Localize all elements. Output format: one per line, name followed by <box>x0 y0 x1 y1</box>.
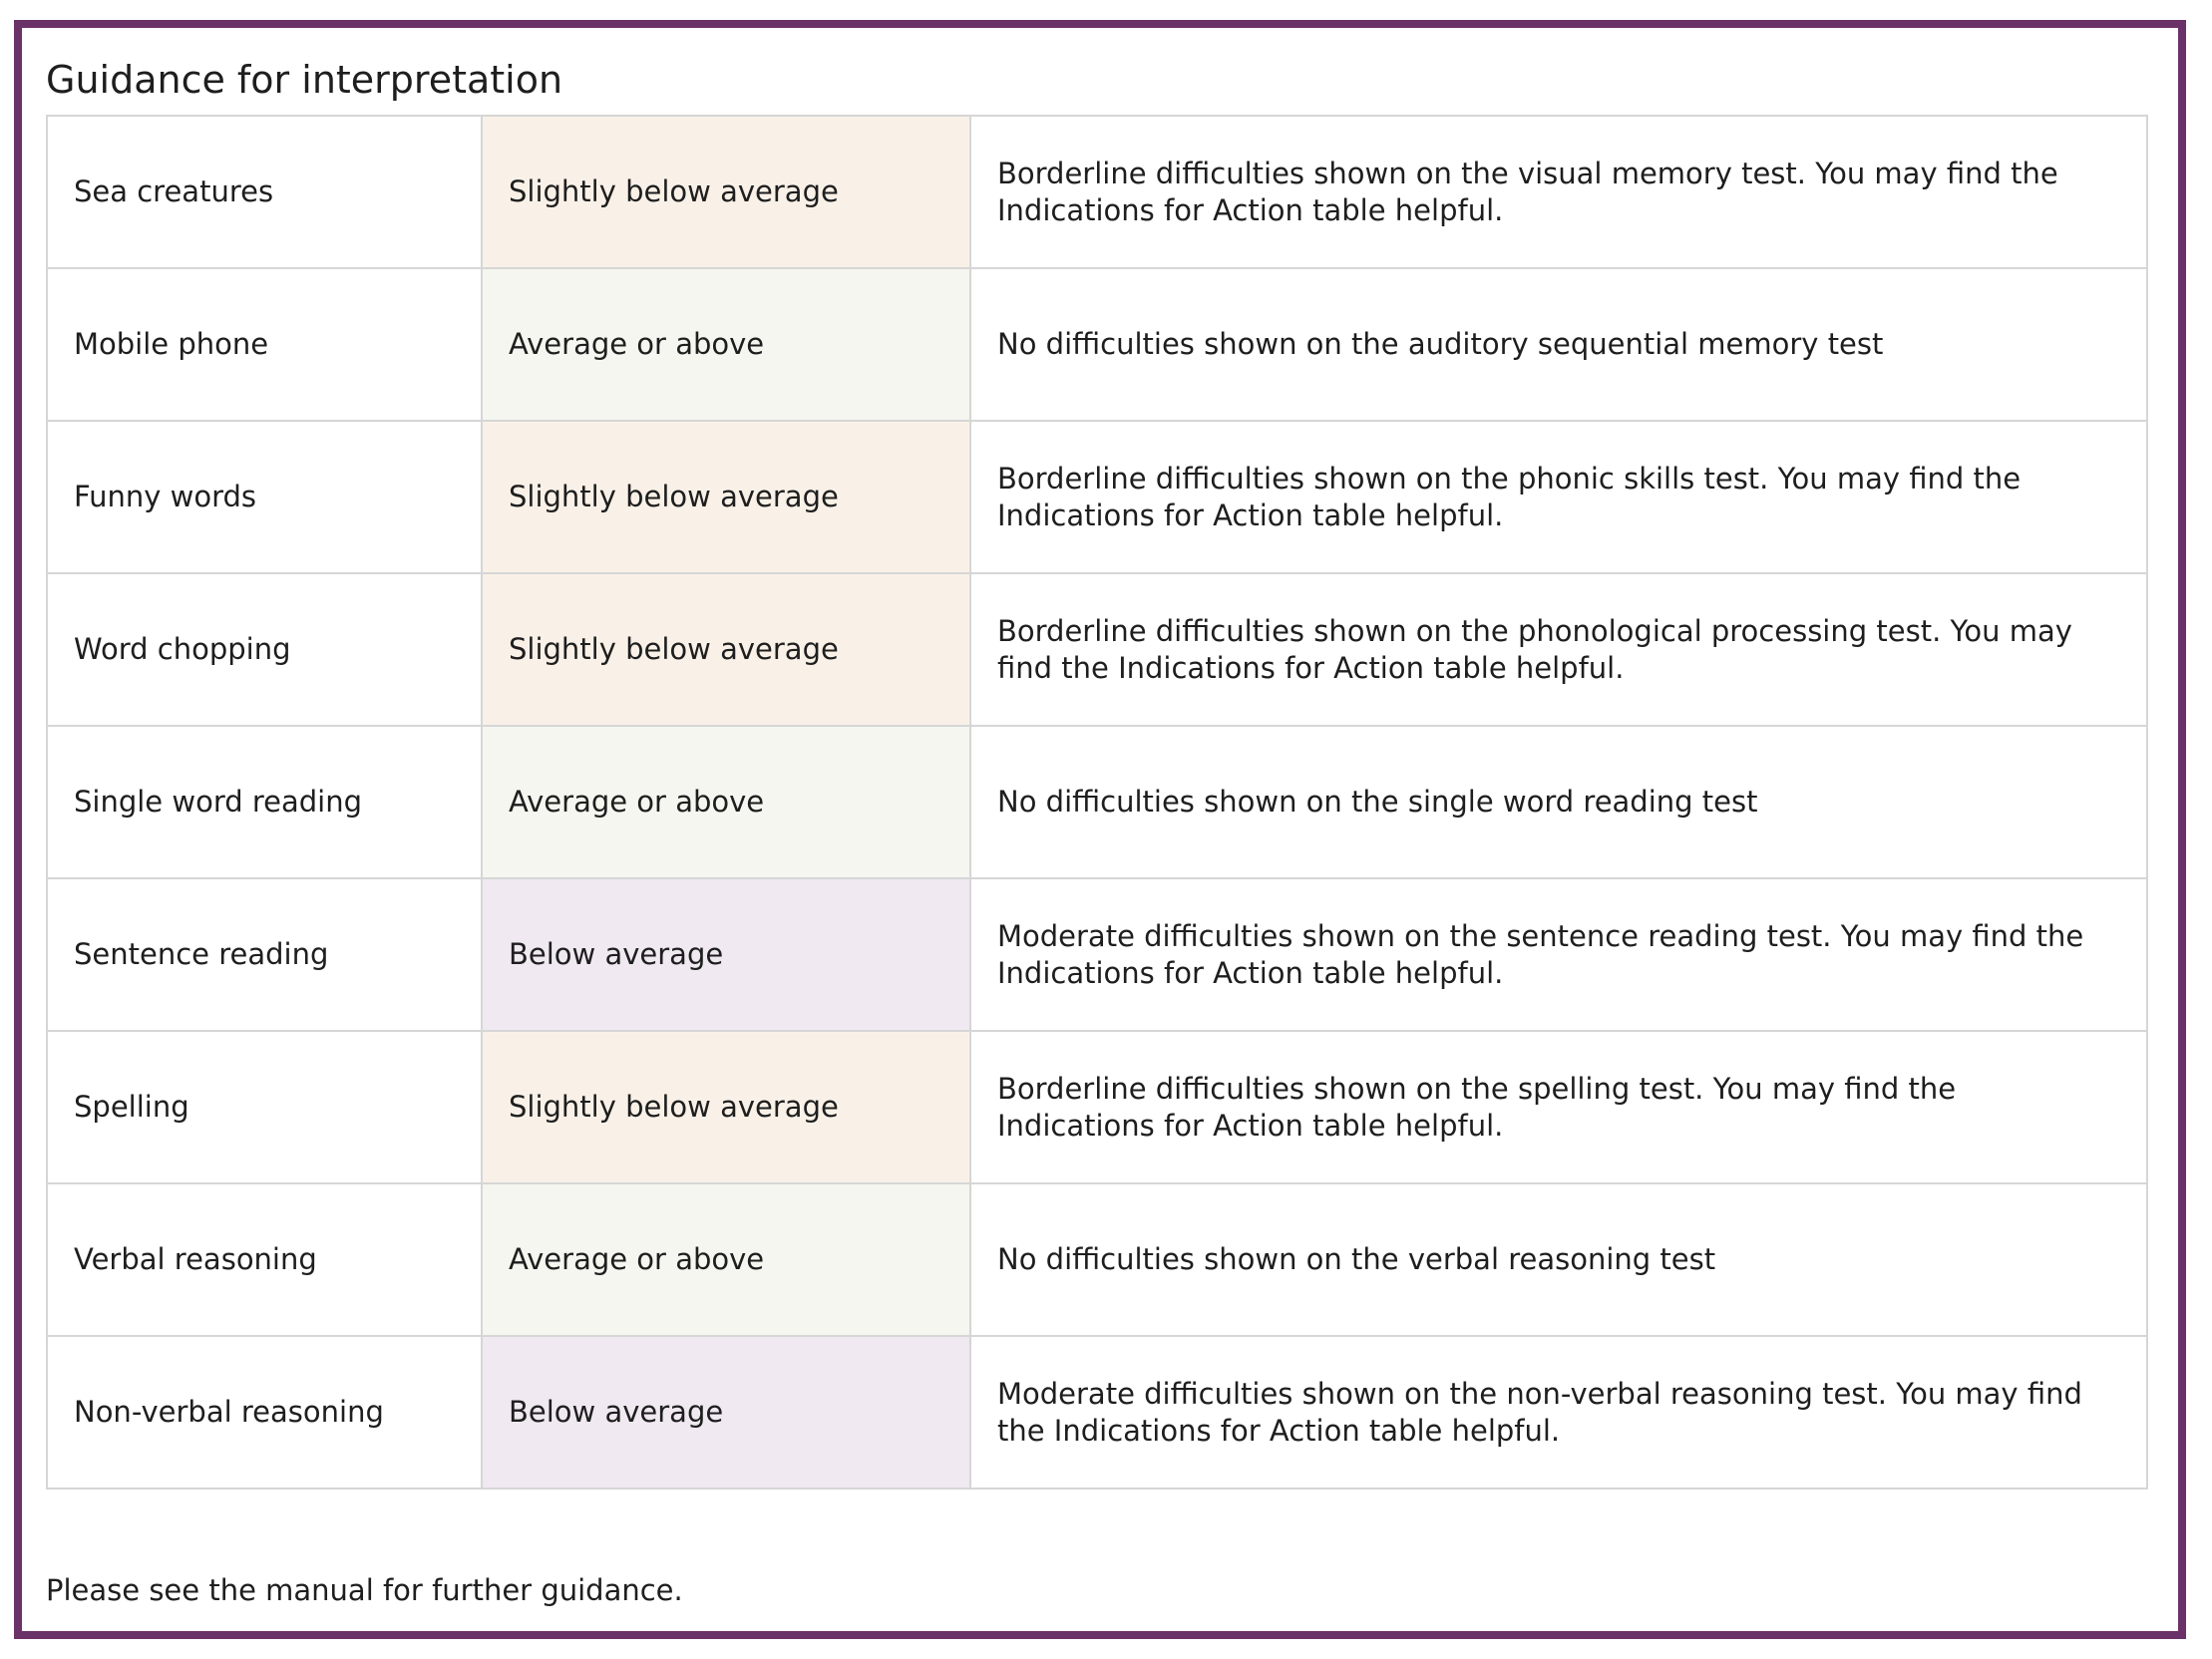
guidance-cell: Borderline difficulties shown on the spelling test. You may find the Indications for Action table helpful. <box>970 1031 2147 1183</box>
guidance-cell: Borderline difficulties shown on the phonological processing test. You may find the Indications for Action table helpful. <box>970 573 2147 726</box>
page-title: Guidance for interpretation <box>46 58 563 102</box>
footer-note: Please see the manual for further guidance. <box>46 1573 683 1607</box>
table-row <box>47 1336 2147 1489</box>
test-name-cell: Non-verbal reasoning <box>47 1336 482 1489</box>
test-name-cell: Sea creatures <box>47 116 482 268</box>
test-name-cell: Sentence reading <box>47 878 482 1031</box>
result-cell: Slightly below average <box>482 1031 970 1183</box>
result-cell: Below average <box>482 1336 970 1489</box>
guidance-table-body <box>47 116 2147 1489</box>
result-cell: Average or above <box>482 1183 970 1336</box>
guidance-cell: Moderate difficulties shown on the sentence reading test. You may find the Indications for Action table helpful. <box>970 878 2147 1031</box>
result-cell: Below average <box>482 878 970 1031</box>
result-cell: Average or above <box>482 268 970 421</box>
guidance-cell: Borderline difficulties shown on the phonic skills test. You may find the Indications for Action table helpful. <box>970 421 2147 573</box>
test-name-cell: Funny words <box>47 421 482 573</box>
table-row <box>47 573 2147 726</box>
test-name-cell: Mobile phone <box>47 268 482 421</box>
guidance-cell: Moderate difficulties shown on the non-verbal reasoning test. You may find the Indications for Action table helpful. <box>970 1336 2147 1489</box>
table-row <box>47 116 2147 268</box>
table-row <box>47 726 2147 878</box>
guidance-cell: No difficulties shown on the verbal reasoning test <box>970 1183 2147 1336</box>
test-name-cell: Spelling <box>47 1031 482 1183</box>
table-row <box>47 421 2147 573</box>
result-cell: Slightly below average <box>482 421 970 573</box>
guidance-table <box>46 115 2148 1490</box>
test-name-cell: Single word reading <box>47 726 482 878</box>
result-cell: Slightly below average <box>482 573 970 726</box>
guidance-cell: No difficulties shown on the single word reading test <box>970 726 2147 878</box>
result-cell: Average or above <box>482 726 970 878</box>
guidance-cell: Borderline difficulties shown on the visual memory test. You may find the Indications for Action table helpful. <box>970 116 2147 268</box>
table-row <box>47 878 2147 1031</box>
table-row <box>47 268 2147 421</box>
result-cell: Slightly below average <box>482 116 970 268</box>
guidance-cell: No difficulties shown on the auditory sequential memory test <box>970 268 2147 421</box>
test-name-cell: Word chopping <box>47 573 482 726</box>
test-name-cell: Verbal reasoning <box>47 1183 482 1336</box>
table-row <box>47 1031 2147 1183</box>
table-row <box>47 1183 2147 1336</box>
